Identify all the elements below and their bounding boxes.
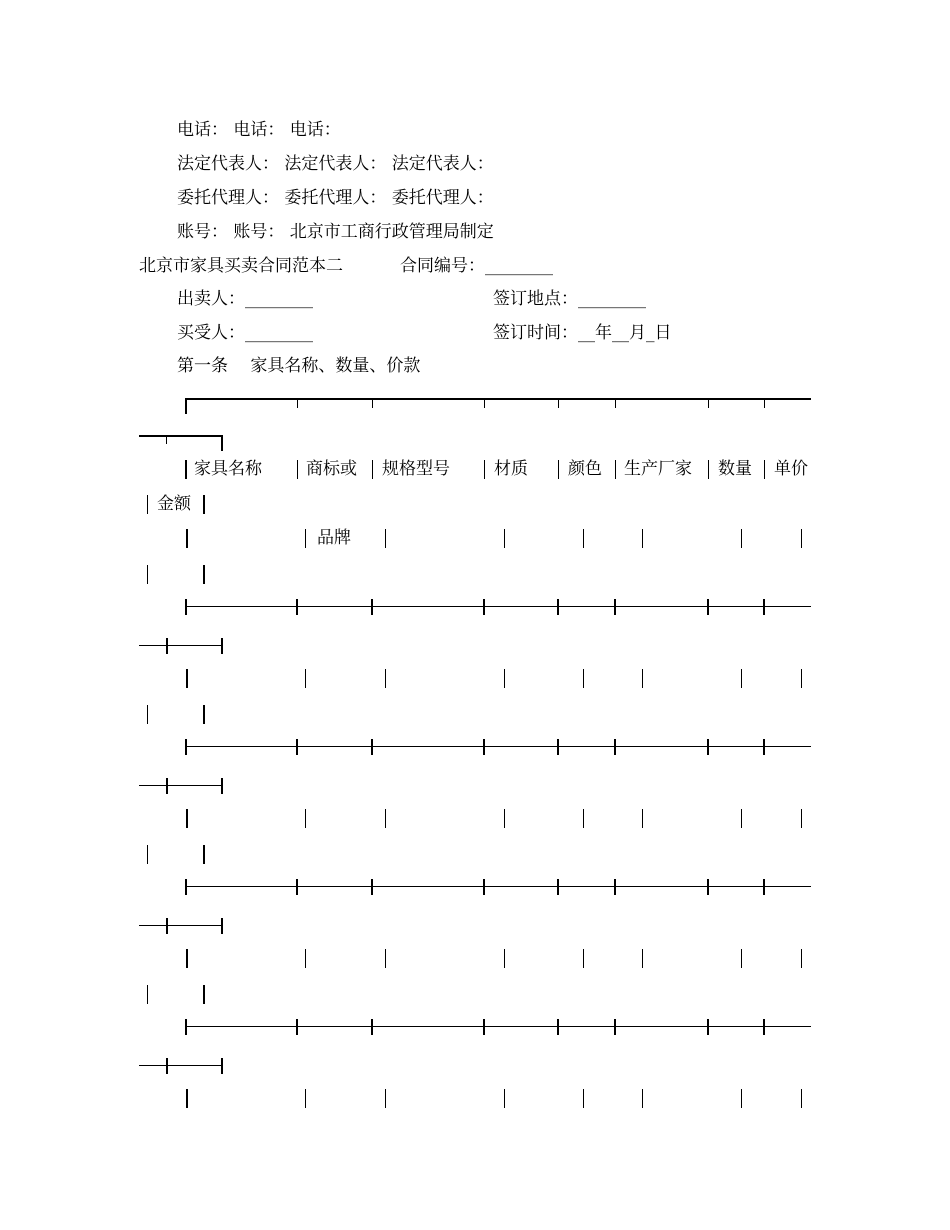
- contract-number: 合同编号：________: [400, 256, 553, 276]
- sign-place-field: 签订地点：________: [493, 289, 646, 309]
- phone-line: 电话： 电话： 电话：: [177, 120, 341, 140]
- header-brand-sub: 品牌: [317, 528, 351, 548]
- account-line: 账号： 账号： 北京市工商行政管理局制定: [177, 222, 494, 242]
- legal-rep-line: 法定代表人： 法定代表人： 法定代表人：: [177, 154, 494, 174]
- header-spec-model: 规格型号: [382, 459, 450, 479]
- header-manufacturer: 生产厂家: [624, 459, 692, 479]
- article-1-heading: 第一条 家具名称、数量、价款: [177, 356, 421, 376]
- header-color: 颜色: [568, 459, 602, 479]
- agent-line: 委托代理人： 委托代理人： 委托代理人：: [177, 188, 494, 208]
- header-unit-price: 单价: [774, 459, 808, 479]
- header-amount: 金额: [157, 494, 191, 514]
- header-material: 材质: [494, 459, 528, 479]
- seller-field: 出卖人：________: [177, 289, 313, 309]
- header-furniture-name: 家具名称: [194, 459, 262, 479]
- header-brand: 商标或: [306, 459, 357, 479]
- contract-title: 北京市家具买卖合同范本二: [139, 256, 343, 276]
- sign-time-field: 签订时间：__年__月_日: [493, 323, 672, 343]
- header-quantity: 数量: [718, 459, 752, 479]
- buyer-field: 买受人：________: [177, 323, 313, 343]
